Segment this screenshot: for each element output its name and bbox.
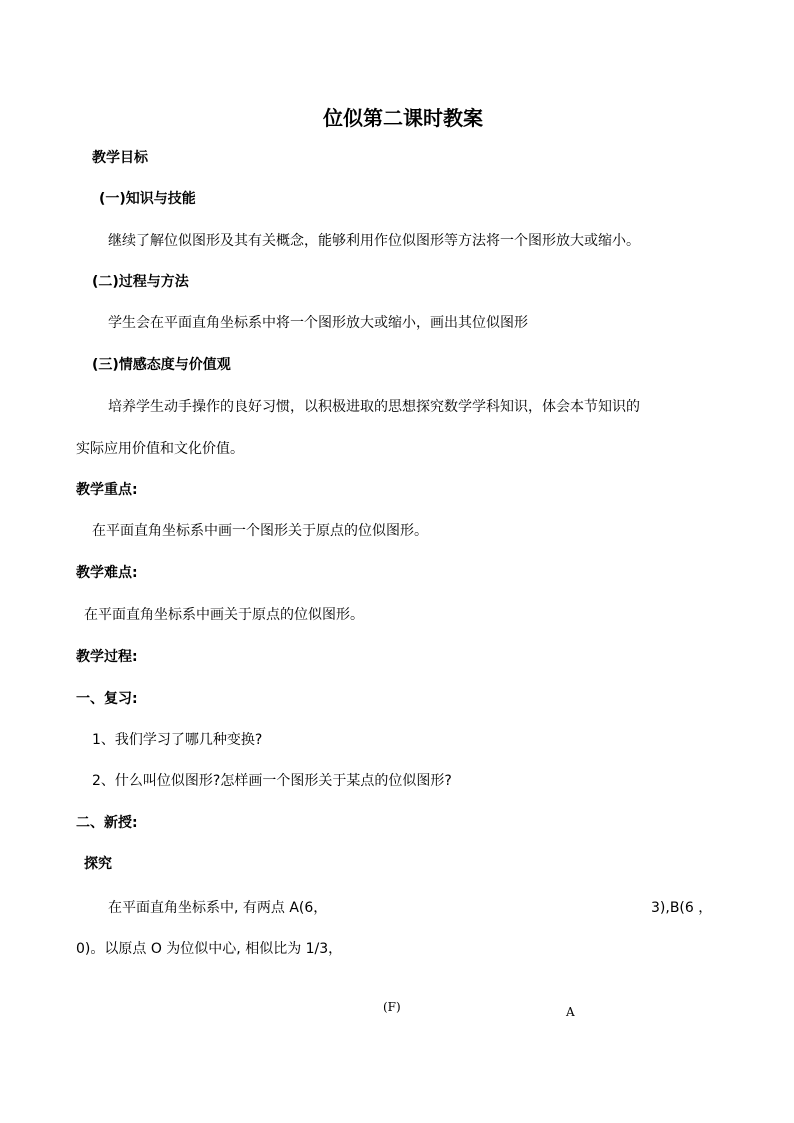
key-point-text: 在平面直角坐标系中画一个图形关于原点的位似图形。 bbox=[92, 523, 428, 539]
knowledge-skills-heading: (一)知识与技能 bbox=[99, 191, 196, 207]
difficulty-text: 在平面直角坐标系中画关于原点的位似图形。 bbox=[84, 607, 364, 623]
process-heading: 教学过程: bbox=[76, 649, 138, 665]
key-point-heading: 教学重点: bbox=[76, 482, 138, 498]
explore-text-line1-right: 3),B(6 ， bbox=[651, 900, 713, 916]
review-question-2: 2、什么叫位似图形?怎样画一个图形关于某点的位似图形? bbox=[92, 773, 452, 789]
difficulty-heading: 教学难点: bbox=[76, 565, 138, 581]
figure-label-f: (F) bbox=[383, 1000, 401, 1014]
process-method-heading: (二)过程与方法 bbox=[92, 274, 189, 290]
teaching-goals-heading: 教学目标 bbox=[92, 150, 148, 166]
new-lesson-heading: 二、新授: bbox=[76, 815, 138, 831]
page-title: 位似第二课时教案 bbox=[323, 106, 483, 130]
figure-label-a: A bbox=[566, 1005, 575, 1019]
explore-heading: 探究 bbox=[84, 856, 112, 872]
knowledge-skills-text: 继续了解位似图形及其有关概念，能够利用作位似图形等方法将一个图形放大或缩小。 bbox=[108, 233, 640, 249]
explore-text-line1-left: 在平面直角坐标系中, 有两点 A(6， bbox=[108, 900, 328, 916]
review-question-1: 1、我们学习了哪几种变换? bbox=[92, 732, 263, 748]
review-heading: 一、复习: bbox=[76, 691, 138, 707]
emotion-values-text-line2: 实际应用价值和文化价值。 bbox=[76, 441, 244, 457]
explore-text-line2: 0)。以原点 O 为位似中心, 相似比为 1/3， bbox=[76, 941, 343, 957]
process-method-text: 学生会在平面直角坐标系中将一个图形放大或缩小，画出其位似图形 bbox=[108, 315, 528, 331]
emotion-values-text-line1: 培养学生动手操作的良好习惯，以积极进取的思想探究数学学科知识，体会本节知识的 bbox=[108, 399, 640, 415]
emotion-values-heading: (三)情感态度与价值观 bbox=[92, 357, 231, 373]
